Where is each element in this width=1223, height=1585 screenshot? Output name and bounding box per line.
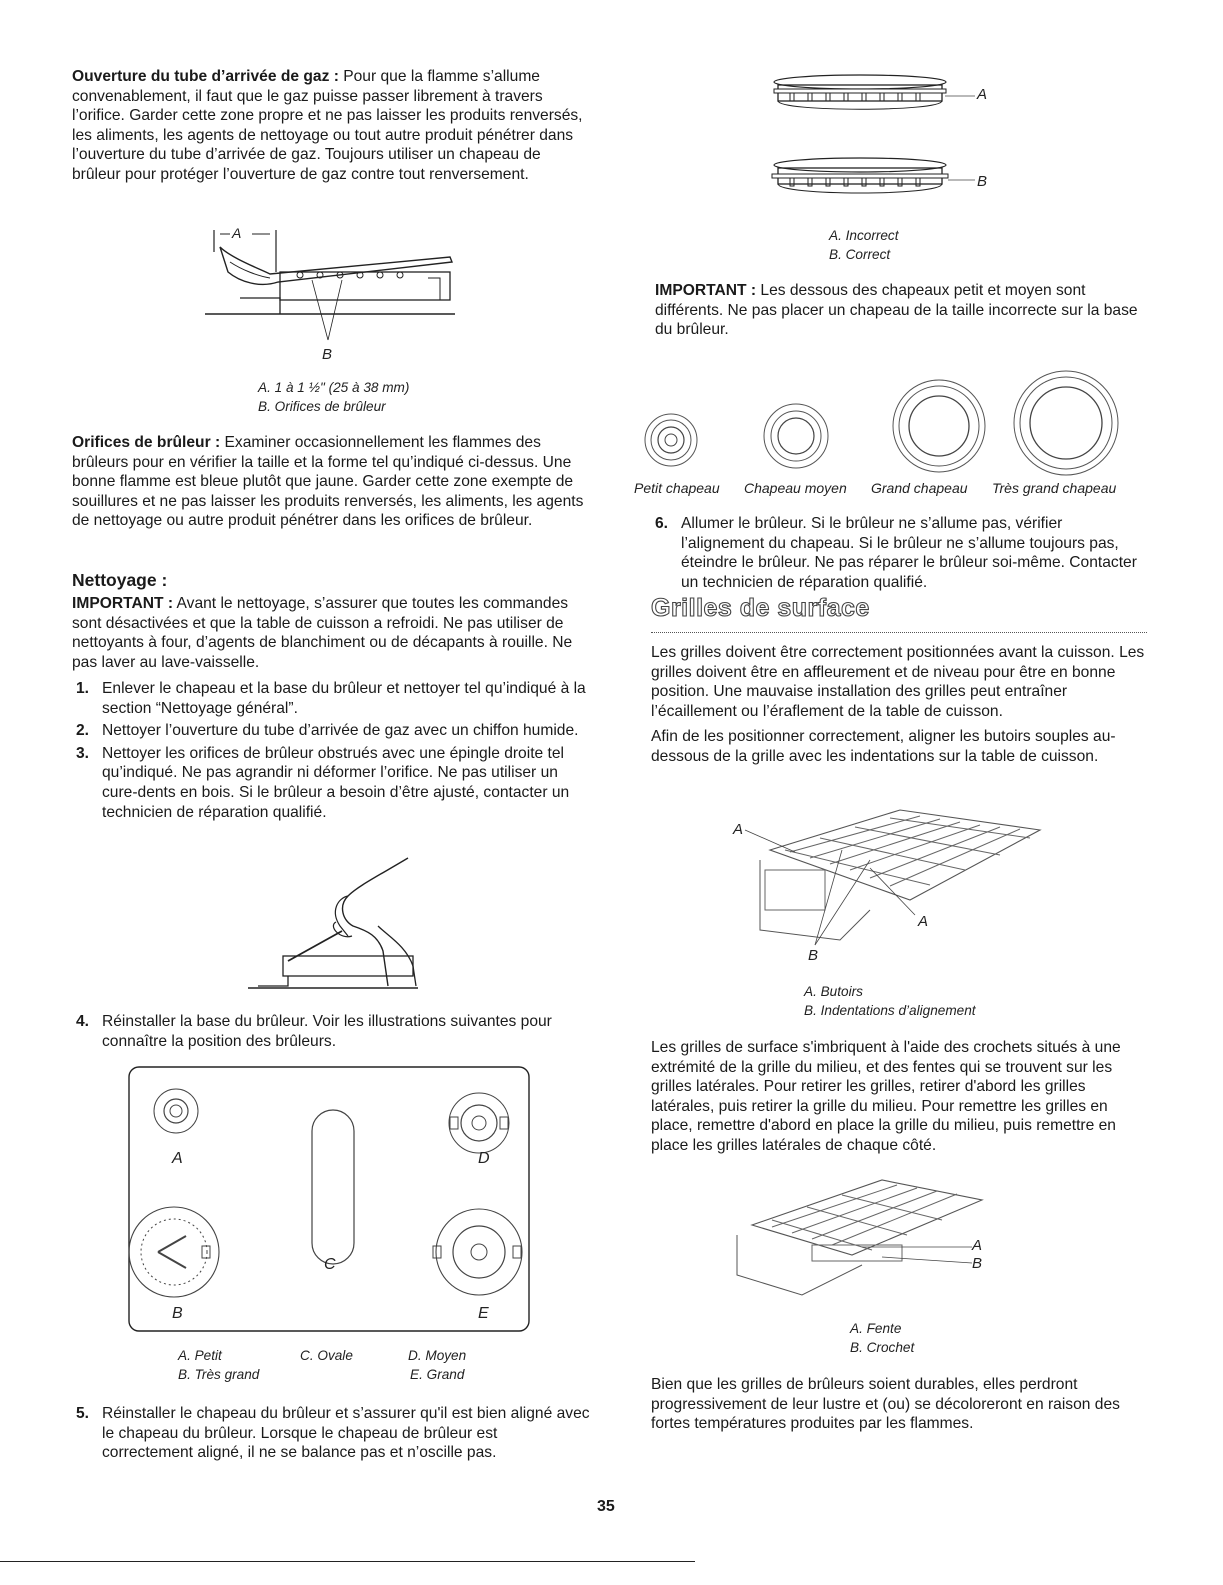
caption-correct: B. Correct xyxy=(829,247,891,262)
burner-cross-section-illustration xyxy=(200,222,460,362)
hook-label-b: B xyxy=(972,1255,983,1272)
term: Ouverture du tube d’arrivée de gaz : xyxy=(72,68,339,85)
caption-butoirs: A. Butoirs xyxy=(804,984,863,999)
grate-label-a-1: A xyxy=(733,821,744,838)
step-number: 3. xyxy=(76,744,90,762)
step-number: 1. xyxy=(76,680,90,697)
step-item xyxy=(72,679,592,718)
footer-rule xyxy=(0,1561,695,1562)
paragraph-text: Examiner occasionnellement les flammes des brûleurs pour en vérifier la taille et la forme tel qu’indiqué ci-dessus. Une bonne flamme est bleue plutôt que jaune. Garder cette zone exempte de souillures et ne pas laisser les produits renversés, les aliments, les agents de nettoyage ou autre produit pénétrer dans les orifices de brûleur. xyxy=(72,434,584,530)
step-item xyxy=(72,744,592,822)
caption-grand: E. Grand xyxy=(410,1367,465,1382)
layout-label-e: E xyxy=(478,1305,489,1322)
cap-label-a: A xyxy=(977,86,988,103)
paragraph-grates-durability: Bien que les grilles de brûleurs soient durables, elles perdront progressivement de leur lustre et (ou) se décoloreront en raison des fortes températures produites par les flammes. xyxy=(651,1376,1120,1433)
term: IMPORTANT : xyxy=(72,595,174,612)
step-item xyxy=(72,721,592,741)
cap-label-grand: Grand chapeau xyxy=(871,480,968,496)
grate-hook-slot-illustration xyxy=(732,1165,992,1315)
caption-fente: A. Fente xyxy=(850,1321,902,1336)
cap-label-tres-grand: Très grand chapeau xyxy=(992,480,1117,496)
step-text: Réinstaller la base du brûleur. Voir les illustrations suivantes pour connaître la position des brûleurs. xyxy=(102,1013,552,1050)
pin-cleaning-illustration xyxy=(248,856,428,996)
step-text: Nettoyer les orifices de brûleur obstrués avec une épingle droite tel qu’indiqué. Ne pas agrandir ni déformer l’orifice. Ne pas utiliser un cure-dents en bois. Si le brûleur a besoin d’être ajusté, contacter un technicien de réparation qualifié. xyxy=(102,744,570,821)
caption-petit: A. Petit xyxy=(178,1348,222,1363)
layout-label-b: B xyxy=(172,1305,183,1322)
section-divider xyxy=(651,632,1147,633)
paragraph-text: Avant le nettoyage, s’assurer que toutes les commandes sont désactivées et que la table de cuisson a refroidi. Ne pas utiliser de nettoyants à four, d’agents de blanchiment ou de décapants à rouille. Ne pas laver au lave-vaisselle. xyxy=(72,595,573,671)
term: Orifices de brûleur : xyxy=(72,434,221,451)
page-number: 35 xyxy=(597,1498,615,1515)
step-4 xyxy=(72,1012,592,1054)
caption-indentations: B. Indentations d’alignement xyxy=(804,1003,976,1018)
step-text: Nettoyer l’ouverture du tube d’arrivée de gaz avec un chiffon humide. xyxy=(102,722,579,740)
step-text: Allumer le brûleur. Si le brûleur ne s’allume pas, vérifier l’alignement du chapeau. Si le brûleur ne s’allume toujours pas, éteindre le brûleur. Ne pas réparer le brûleur soi-même. Contacter un technicien de réparation qualifié. xyxy=(681,515,1137,591)
cap-label-moyen: Chapeau moyen xyxy=(744,480,847,496)
layout-label-a: A xyxy=(172,1150,183,1167)
cap-label-b: B xyxy=(977,173,988,190)
paragraph-text: Pour que la flamme s’allume convenablement, il faut que le gaz puisse passer librement à travers l’orifice. Garder cette zone propre et ne pas laisser les produits renversés, les aliments, les agents de nettoyage ou tout autre produit pénétrer dans l’ouverture du tube d’arrivée de gaz. Toujours utiliser un chapeau de brûleur pour protéger l’ouverture de gaz contre tout renversement. xyxy=(72,68,583,183)
step-text: Réinstaller le chapeau du brûleur et s’assurer qu'il est bien aligné avec le chapeau du brûleur. Lorsque le chapeau de brûleur est correctement aligné, il ne se balance pas et n’oscille pas. xyxy=(102,1405,590,1462)
step-number: 4. xyxy=(76,1013,90,1030)
grate-bumpers-illustration xyxy=(730,790,1050,960)
paragraph-grates-align: Afin de les positionner correctement, aligner les butoirs souples au-dessous de la grille avec les indentations sur la table de cuisson. xyxy=(651,728,1116,765)
caption-incorrect: A. Incorrect xyxy=(829,228,899,243)
layout-label-d: D xyxy=(478,1150,490,1167)
paragraph-grates-interlock: Les grilles de surface s'imbriquent à l'aide des crochets situés à une extrémité de la grille du milieu, et des fentes qui se trouvent sur les grilles latérales. Pour retirer les grilles, retirer d'abord les grilles latérales, puis retirer la grille du milieu. Pour remettre les grilles en place, remettre d'abord en place la grille du milieu, puis remettre en place les grilles latérales de chaque côté. xyxy=(651,1039,1121,1154)
paragraph-gas-tube-opening xyxy=(72,67,592,185)
cooktop-burner-layout-illustration xyxy=(128,1066,532,1336)
step-item xyxy=(651,514,1146,592)
term: IMPORTANT : xyxy=(655,282,757,299)
figure-label-b: B xyxy=(322,346,333,363)
section-title-grilles: Grilles de surface xyxy=(651,594,870,622)
caption-a: A. 1 à 1 ½" (25 à 38 mm) xyxy=(258,380,410,395)
cap-sizes-illustration xyxy=(640,366,1140,476)
cleaning-steps xyxy=(72,679,592,825)
slot-label-a: A xyxy=(972,1237,983,1254)
paragraph-grates-position: Les grilles doivent être correctement positionnées avant la cuisson. Les grilles doivent être en affleurement et de niveau pour être en bonne position. Une mauvaise installation des grilles peut entraîner l’écaillement ou l’éraflement de la table de cuisson. xyxy=(651,644,1145,720)
step-6 xyxy=(651,514,1146,595)
layout-label-c: C xyxy=(324,1256,336,1273)
step-number: 2. xyxy=(76,722,90,740)
grate-label-a-2: A xyxy=(918,913,929,930)
nettoyage-intro xyxy=(72,594,592,672)
step-5 xyxy=(72,1404,592,1466)
figure-label-a: A xyxy=(232,225,242,241)
paragraph-text: Les dessous des chapeaux petit et moyen sont différents. Ne pas placer un chapeau de la taille incorrecte sur la base du brûleur. xyxy=(655,282,1138,339)
burner-cap-side-view-illustration xyxy=(770,70,980,210)
important-caps-note xyxy=(651,281,1155,340)
step-text: Enlever le chapeau et la base du brûleur et nettoyer tel qu’indiqué à la section “Nettoyage général”. xyxy=(102,680,586,717)
caption-ovale: C. Ovale xyxy=(300,1348,353,1363)
nettoyage-heading: Nettoyage : xyxy=(72,570,168,590)
caption-b: B. Orifices de brûleur xyxy=(258,399,386,414)
step-number: 5. xyxy=(76,1405,90,1422)
caption-moyen: D. Moyen xyxy=(408,1348,467,1363)
step-item xyxy=(72,1012,592,1051)
cap-label-petit: Petit chapeau xyxy=(634,480,720,496)
paragraph-burner-ports xyxy=(72,433,592,531)
caption-tres-grand: B. Très grand xyxy=(178,1367,260,1382)
step-number: 6. xyxy=(655,515,669,532)
grate-label-b: B xyxy=(808,947,819,964)
step-item xyxy=(72,1404,592,1463)
caption-crochet: B. Crochet xyxy=(850,1340,915,1355)
